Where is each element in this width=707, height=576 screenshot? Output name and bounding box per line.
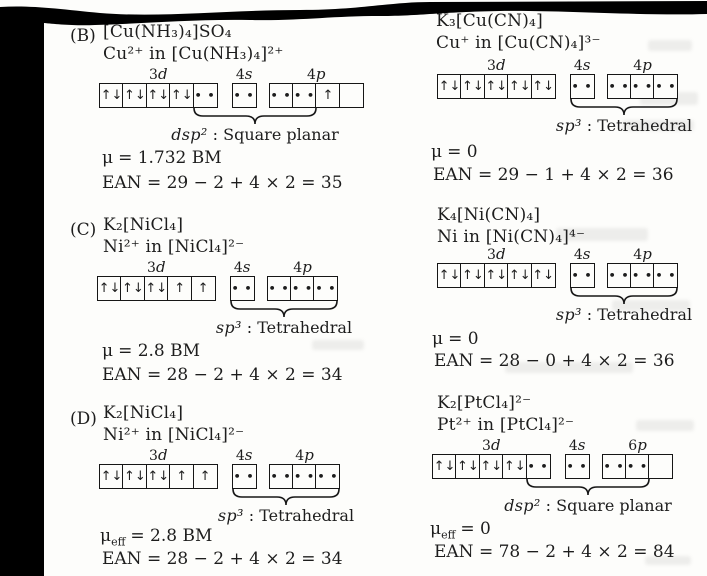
hybridization-brace xyxy=(432,478,673,498)
orbital-box-pair: ↑↓ xyxy=(531,74,556,99)
orbital-box-pair: ↑↓ xyxy=(507,74,532,99)
orbital-box-pair: ↑↓ xyxy=(99,83,124,108)
orbital-box-up: ↑ xyxy=(169,464,194,489)
orbital-box-pair: ↑↓ xyxy=(146,83,171,108)
section-label: (D) xyxy=(70,409,97,429)
orbital-box-dots: • • xyxy=(630,263,655,288)
compound-formula: K₃[Cu(CN)₄] xyxy=(436,11,543,31)
orbital-diagram xyxy=(99,446,355,525)
bleed-through-smudge xyxy=(312,340,364,350)
compound-formula: K₄[Ni(CN)₄] xyxy=(437,205,541,225)
orbital-group-label: 4p xyxy=(306,65,326,83)
orbital-box-row xyxy=(232,464,257,489)
orbital-box-dots: • • xyxy=(570,74,595,99)
orbital-group-label: 3d xyxy=(149,65,168,83)
orbital-box-pair: ↑↓ xyxy=(432,454,457,479)
orbital-box-dots: • • xyxy=(230,276,255,301)
orbital-box-row xyxy=(570,263,595,288)
orbital-box-dots: • • xyxy=(625,454,650,479)
orbital-box-dots: • • xyxy=(607,263,632,288)
hybridization-label: dsp² : Square planar xyxy=(171,125,339,144)
orbital-group xyxy=(437,246,556,288)
orbital-box-pair: ↑↓ xyxy=(99,464,124,489)
ean-equation: EAN = 29 − 2 + 4 × 2 = 35 xyxy=(102,173,343,193)
orbital-box-up: ↑ xyxy=(191,276,216,301)
orbital-box-pair: ↑↓ xyxy=(484,74,509,99)
mu-value: = 2.8 BM xyxy=(130,526,213,546)
orbital-box-dots: • • xyxy=(570,263,595,288)
orbital-group xyxy=(99,447,218,489)
orbital-box-row xyxy=(570,74,595,99)
orbital-box-dots: • • xyxy=(607,74,632,99)
orbital-box-row xyxy=(602,454,674,479)
orbital-box-row xyxy=(269,464,341,489)
orbital-box-pair: ↑↓ xyxy=(144,276,169,301)
mu-subscript: eff xyxy=(111,535,126,549)
mu-value: = 0 xyxy=(448,329,479,349)
magnetic-moment-line xyxy=(431,142,478,164)
orbital-diagram xyxy=(437,56,693,135)
section-label: (C) xyxy=(70,220,97,240)
orbital-group xyxy=(570,246,595,288)
orbital-box-row xyxy=(97,276,216,301)
orbital-group xyxy=(99,66,218,108)
orbital-box-empty xyxy=(648,454,673,479)
orbital-box-up: ↑ xyxy=(315,83,340,108)
compound-formula: K₂[NiCl₄] xyxy=(103,215,184,235)
orbital-box-pair: ↑↓ xyxy=(455,454,480,479)
magnetic-moment-line xyxy=(100,526,212,548)
ion-formula: Cu⁺ in [Cu(CN)₄]³⁻ xyxy=(436,33,601,53)
orbital-box-dots: • • xyxy=(313,276,338,301)
orbital-box-dots: • • xyxy=(526,454,551,479)
orbital-box-row xyxy=(99,464,218,489)
orbital-diagram xyxy=(437,245,693,324)
magnetic-moment-line xyxy=(102,148,222,170)
orbital-box-dots: • • xyxy=(630,74,655,99)
orbital-box-row xyxy=(267,276,339,301)
bleed-through-smudge xyxy=(648,40,692,51)
orbital-group-label: 3d xyxy=(482,436,501,454)
orbital-group-label: 3d xyxy=(147,258,166,276)
orbital-group xyxy=(269,66,364,108)
magnetic-moment-line xyxy=(102,341,200,363)
orbital-box-empty xyxy=(339,83,364,108)
orbital-box-dots: • • xyxy=(602,454,627,479)
hybridization-brace xyxy=(99,488,340,508)
ion-formula: Ni²⁺ in [NiCl₄]²⁻ xyxy=(103,237,245,257)
orbital-box-pair: ↑↓ xyxy=(146,464,171,489)
magnetic-moment-line xyxy=(432,329,479,351)
orbital-group-label: 3d xyxy=(487,56,506,74)
orbital-group xyxy=(607,57,679,99)
orbital-box-row xyxy=(432,454,551,479)
orbital-box-pair: ↑↓ xyxy=(507,263,532,288)
compound-formula: K₂[NiCl₄] xyxy=(103,403,184,423)
orbital-box-dots: • • xyxy=(232,83,257,108)
orbital-box-pair: ↑↓ xyxy=(484,263,509,288)
orbital-group xyxy=(230,259,255,301)
orbital-group-label: 4p xyxy=(633,56,652,74)
mu-symbol: μ xyxy=(432,329,444,349)
ean-equation: EAN = 29 − 1 + 4 × 2 = 36 xyxy=(433,165,674,185)
hybridization-brace xyxy=(99,107,364,127)
orbital-group xyxy=(565,437,590,479)
orbital-box-row xyxy=(232,83,257,108)
orbital-box-dots: • • xyxy=(653,263,678,288)
compound-formula: [Cu(NH₃)₄]SO₄ xyxy=(103,22,232,42)
orbital-group-label: 6p xyxy=(628,436,647,454)
orbital-group xyxy=(97,259,216,301)
orbital-group xyxy=(432,437,551,479)
orbital-group-label: 4p xyxy=(293,258,312,276)
mu-symbol: μ xyxy=(102,148,114,168)
ean-equation: EAN = 28 − 2 + 4 × 2 = 34 xyxy=(102,365,343,385)
hybridization-brace xyxy=(97,300,338,320)
hybridization-label: sp³ : Tetrahedral xyxy=(555,116,693,135)
mu-symbol: μ xyxy=(102,341,114,361)
magnetic-moment-line xyxy=(430,519,491,541)
ean-equation: EAN = 28 − 0 + 4 × 2 = 36 xyxy=(434,351,675,371)
hybridization-label: dsp² : Square planar xyxy=(504,496,672,515)
bleed-through-smudge xyxy=(636,420,694,431)
orbital-box-pair: ↑↓ xyxy=(437,74,462,99)
orbital-box-row xyxy=(230,276,255,301)
orbital-box-pair: ↑↓ xyxy=(531,263,556,288)
orbital-box-dots: • • xyxy=(290,276,315,301)
orbital-box-dots: • • xyxy=(292,464,317,489)
mu-value: = 0 xyxy=(447,142,478,162)
orbital-group-label: 4s xyxy=(233,258,251,276)
orbital-group-label: 3d xyxy=(487,245,506,263)
orbital-box-dots: • • xyxy=(653,74,678,99)
mu-symbol: μ xyxy=(430,519,442,539)
orbital-group-label: 4s xyxy=(573,245,591,263)
compound-formula: K₂[PtCl₄]²⁻ xyxy=(437,393,532,413)
orbital-box-pair: ↑↓ xyxy=(460,263,485,288)
orbital-box-pair: ↑↓ xyxy=(122,83,147,108)
mu-value: = 1.732 BM xyxy=(118,148,222,168)
orbital-box-row xyxy=(437,74,556,99)
orbital-group-label: 4s xyxy=(235,65,253,83)
orbital-box-row xyxy=(607,263,679,288)
orbital-box-dots: • • xyxy=(565,454,590,479)
mu-symbol: μ xyxy=(431,142,443,162)
orbital-diagram xyxy=(97,258,353,337)
orbital-box-up: ↑ xyxy=(167,276,192,301)
orbital-box-dots: • • xyxy=(193,83,218,108)
ean-equation: EAN = 28 − 2 + 4 × 2 = 34 xyxy=(102,549,343,569)
orbital-diagram xyxy=(99,65,364,144)
orbital-box-pair: ↑↓ xyxy=(169,83,194,108)
orbital-group xyxy=(267,259,339,301)
orbital-box-pair: ↑↓ xyxy=(437,263,462,288)
orbital-box-pair: ↑↓ xyxy=(460,74,485,99)
orbital-box-pair: ↑↓ xyxy=(122,464,147,489)
hybridization-label: sp³ : Tetrahedral xyxy=(215,318,353,337)
section-label: (B) xyxy=(70,26,96,46)
orbital-box-row xyxy=(269,83,364,108)
ion-formula: Ni²⁺ in [NiCl₄]²⁻ xyxy=(103,425,245,445)
mu-subscript: eff xyxy=(441,528,456,542)
orbital-box-pair: ↑↓ xyxy=(120,276,145,301)
orbital-box-row xyxy=(607,74,679,99)
ion-formula: Cu²⁺ in [Cu(NH₃)₄]²⁺ xyxy=(103,44,284,64)
mu-value: = 2.8 BM xyxy=(118,341,201,361)
orbital-group xyxy=(269,447,341,489)
orbital-box-dots: • • xyxy=(269,464,294,489)
orbital-box-dots: • • xyxy=(315,464,340,489)
ion-formula: Ni in [Ni(CN)₄]⁴⁻ xyxy=(437,227,586,247)
mu-value: = 0 xyxy=(460,519,491,539)
orbital-box-pair: ↑↓ xyxy=(502,454,527,479)
orbital-box-row xyxy=(99,83,218,108)
orbital-group-label: 4s xyxy=(568,436,586,454)
mu-symbol: μ xyxy=(100,526,112,546)
orbital-box-pair: ↑↓ xyxy=(97,276,122,301)
orbital-box-dots: • • xyxy=(269,83,294,108)
scan-edge-left-strip xyxy=(0,12,44,576)
orbital-group-label: 4p xyxy=(295,446,314,464)
orbital-group xyxy=(232,447,257,489)
orbital-group xyxy=(607,246,679,288)
orbital-box-pair: ↑↓ xyxy=(479,454,504,479)
orbital-box-up: ↑ xyxy=(193,464,218,489)
orbital-box-row xyxy=(437,263,556,288)
orbital-box-dots: • • xyxy=(267,276,292,301)
orbital-group-label: 4s xyxy=(573,56,591,74)
ion-formula: Pt²⁺ in [PtCl₄]²⁻ xyxy=(437,415,575,435)
hybridization-label: sp³ : Tetrahedral xyxy=(217,506,355,525)
orbital-group-label: 4p xyxy=(633,245,652,263)
orbital-group xyxy=(437,57,556,99)
orbital-group-label: 3d xyxy=(149,446,168,464)
orbital-box-dots: • • xyxy=(232,464,257,489)
orbital-box-row xyxy=(565,454,590,479)
orbital-group xyxy=(232,66,257,108)
orbital-group xyxy=(602,437,674,479)
orbital-box-dots: • • xyxy=(292,83,317,108)
orbital-group-label: 4s xyxy=(235,446,253,464)
ean-equation: EAN = 78 − 2 + 4 × 2 = 84 xyxy=(434,542,675,562)
hybridization-label: sp³ : Tetrahedral xyxy=(555,305,693,324)
orbital-group xyxy=(570,57,595,99)
orbital-diagram xyxy=(432,436,673,515)
